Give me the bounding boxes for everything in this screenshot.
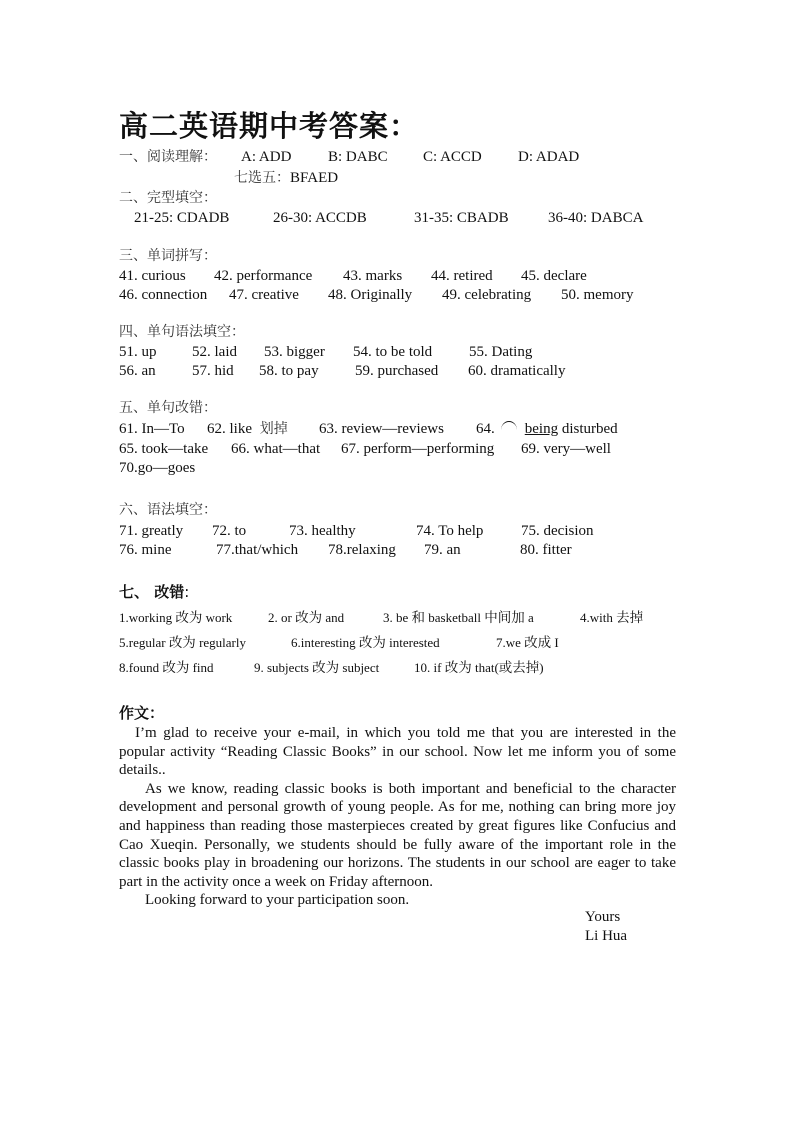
answer-item: 78.relaxing — [328, 542, 396, 558]
text: I — [551, 635, 559, 650]
text: work — [202, 610, 233, 625]
answer-group-b: B: DABC — [328, 149, 388, 165]
page-title: 高二英语期中考答案： — [119, 109, 420, 143]
answer-item: 57. hid — [192, 363, 234, 379]
inserted-word: being — [524, 421, 559, 437]
answer-item: 49. celebrating — [442, 287, 532, 303]
correction-item — [414, 659, 544, 677]
answer-item: 48. Originally — [328, 287, 413, 303]
essay-heading: 作文： — [119, 704, 165, 722]
correction-item — [119, 609, 232, 627]
text: regularly — [195, 635, 246, 650]
section-grammar-fill — [119, 323, 245, 341]
answer-item: 71. greatly — [119, 523, 184, 539]
answer-item: 58. to pay — [259, 363, 319, 379]
answer-item: 54. to be told — [353, 344, 433, 360]
section-label: 三、单词拼写： — [119, 248, 217, 264]
section-reading — [119, 148, 217, 166]
essay-body — [119, 724, 676, 910]
answer-item: 55. Dating — [469, 344, 533, 360]
seven-choose-five — [234, 169, 338, 187]
text: 改为 — [444, 660, 472, 676]
answer-text: 64. — [476, 421, 495, 437]
answer-text: 62. like — [207, 421, 252, 437]
text: 9. subjects — [254, 660, 313, 675]
answer-item: 53. bigger — [264, 344, 325, 360]
text: and — [322, 610, 345, 625]
answer-item: 79. an — [424, 542, 461, 558]
text: 3. be — [383, 610, 412, 625]
section-label: 五、单句改错： — [119, 400, 217, 416]
section-grammar — [119, 501, 217, 519]
answer-item: 77.that/which — [216, 542, 299, 558]
text: 改为 — [162, 660, 190, 676]
essay-signature: Li Hua — [585, 928, 628, 944]
answer-item: 42. performance — [214, 268, 313, 284]
answer-item: 52. laid — [192, 344, 237, 360]
answer-group-a: A: ADD — [241, 149, 292, 165]
answer-item: 65. took—take — [119, 441, 209, 457]
answer-item: 44. retired — [431, 268, 493, 284]
essay-paragraph: As we know, reading classic books is both important and beneficial to the character development and personal growth of young people. As for me, nothing can bring more joy and happiness than reading those masterpieces created by great figures like Confucius and Cao Xueqin. Personally, we students should be fully aware of the important role in the classic books play in broadening our horizons. The students in our school are eager to take part in the activity once a week on Friday afternoon. — [119, 780, 676, 890]
answer-item: 75. decision — [521, 523, 594, 539]
answer-group-d: D: ADAD — [518, 149, 580, 165]
answer-group: 21-25: CDADB — [134, 210, 230, 226]
correction-item — [291, 634, 440, 652]
essay-paragraph: Looking forward to your participation soon. — [145, 892, 410, 909]
text: 5.regular — [119, 635, 169, 650]
section-error-correction — [119, 399, 217, 417]
answer-note: 划掉 — [259, 421, 288, 437]
answer-value: BFAED — [290, 170, 339, 186]
text: 6.interesting — [291, 635, 359, 650]
correction-item — [119, 634, 246, 652]
answer-item: 47. creative — [229, 287, 299, 303]
answer-text: disturbed — [561, 421, 618, 437]
text: 和 — [411, 610, 426, 626]
text: find — [189, 660, 214, 675]
text: that( — [471, 660, 499, 675]
answer-item: 80. fitter — [520, 542, 572, 558]
section-label: 七选五： — [234, 170, 290, 186]
text: interested — [385, 635, 440, 650]
section-label: 二、完型填空： — [119, 190, 217, 206]
correction-item — [496, 634, 559, 652]
answer-item: 43. marks — [343, 268, 403, 284]
text: 2. or — [268, 610, 296, 625]
essay-closing: Yours — [585, 909, 621, 925]
answer-item: 50. memory — [561, 287, 634, 303]
correction-item — [580, 609, 643, 627]
text: 或去掉 — [498, 660, 540, 676]
answer-item: 76. mine — [119, 542, 172, 558]
correction-item — [119, 659, 214, 677]
section-label: 六、语法填空： — [119, 502, 217, 518]
text: 中间加 — [484, 610, 525, 626]
text: 改为 — [295, 610, 323, 626]
answer-item: 70.go—goes — [119, 460, 196, 476]
section-label: 七、 改错 — [119, 583, 185, 601]
section-spelling — [119, 247, 217, 265]
answer-item: 60. dramatically — [468, 363, 566, 379]
answer-group: 31-35: CBADB — [414, 210, 509, 226]
answer-item: 61. In—To — [119, 421, 185, 437]
correction-item — [268, 609, 344, 627]
answer-item: 45. declare — [521, 268, 587, 284]
text: 8.found — [119, 660, 163, 675]
section-label: 四、单句语法填空： — [119, 324, 245, 340]
insertion-mark-icon — [501, 421, 517, 430]
answer-item: 67. perform—performing — [341, 441, 495, 457]
answer-item — [476, 420, 618, 438]
text: 改成 — [524, 635, 552, 651]
section-correction — [119, 581, 189, 602]
text: 改为 — [312, 660, 340, 676]
section-cloze — [119, 189, 217, 207]
text: basketball — [425, 610, 485, 625]
text: 7.we — [496, 635, 525, 650]
text: 改为 — [168, 635, 196, 651]
answer-item: 73. healthy — [289, 523, 356, 539]
answer-group: 36-40: DABCA — [548, 210, 644, 226]
answer-item: 56. an — [119, 363, 156, 379]
answer-group: 26-30: ACCDB — [273, 210, 367, 226]
answer-item: 74. To help — [416, 523, 484, 539]
text: ) — [539, 660, 544, 675]
answer-item: 69. very—well — [521, 441, 611, 457]
answer-item — [207, 420, 288, 438]
text: a — [524, 610, 534, 625]
answer-item: 41. curious — [119, 268, 186, 284]
section-label-colon: : — [184, 583, 190, 601]
answer-item: 59. purchased — [355, 363, 439, 379]
text: 4.with — [580, 610, 617, 625]
essay-paragraph: I’m glad to receive your e-mail, in which you told me that you are interested in the popular activity “Reading Classic Books” in our school. Now let me inform you of some details.. — [119, 725, 676, 779]
text: 1.working — [119, 610, 176, 625]
answer-item: 63. review—reviews — [319, 421, 444, 437]
answer-item: 66. what—that — [231, 441, 321, 457]
text: 10. if — [414, 660, 445, 675]
text: 去掉 — [616, 610, 644, 626]
section-label: 一、阅读理解： — [119, 149, 217, 165]
answer-item: 72. to — [212, 523, 247, 539]
text: 改为 — [358, 635, 386, 651]
correction-item — [383, 609, 534, 627]
text: subject — [339, 660, 380, 675]
answer-item: 46. connection — [119, 287, 208, 303]
answer-group-c: C: ACCD — [423, 149, 482, 165]
correction-item — [254, 659, 379, 677]
answer-item: 51. up — [119, 344, 157, 360]
text: 改为 — [175, 610, 203, 626]
